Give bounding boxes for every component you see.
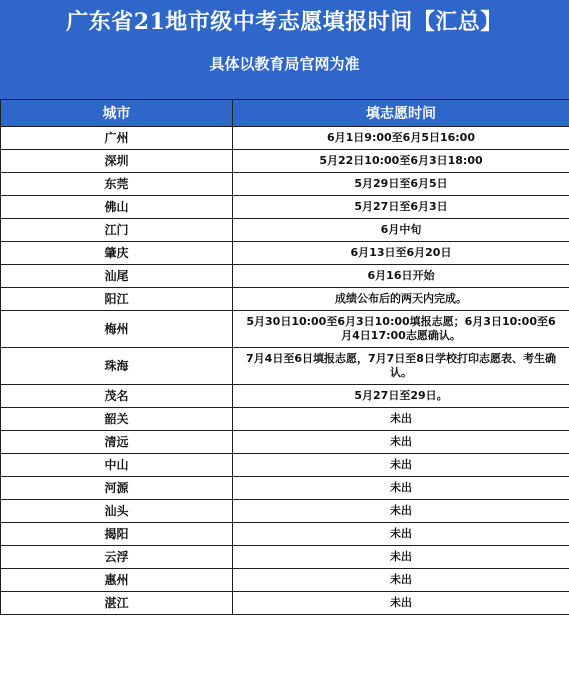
time-cell: 5月22日10:00至6月3日18:00 [233,150,569,173]
time-cell: 未出 [233,454,569,477]
page-subtitle: 具体以教育局官网为准 [209,55,360,73]
table-row [1,311,569,348]
time-cell: 6月1日9:00至6月5日16:00 [233,127,569,150]
table-row [1,431,569,454]
city-cell: 东莞 [1,173,233,196]
city-cell: 云浮 [1,546,233,569]
time-cell: 未出 [233,592,569,615]
table-row [1,348,569,385]
table-row [1,150,569,173]
city-cell: 惠州 [1,569,233,592]
time-cell: 未出 [233,477,569,500]
table-row [1,385,569,408]
table-row [1,500,569,523]
time-cell: 5月30日10:00至6月3日10:00填报志愿；6月3日10:00至6月4日17:00志愿确认。 [233,311,569,348]
time-cell: 5月27日至6月3日 [233,196,569,219]
city-cell: 清远 [1,431,233,454]
city-cell: 河源 [1,477,233,500]
table-row [1,477,569,500]
city-cell: 肇庆 [1,242,233,265]
table-row [1,454,569,477]
time-cell: 6月16日开始 [233,265,569,288]
city-cell: 佛山 [1,196,233,219]
table-row [1,127,569,150]
time-cell: 5月27日至29日。 [233,385,569,408]
table-row [1,592,569,615]
time-cell: 5月29日至6月5日 [233,173,569,196]
header-banner [0,0,569,99]
time-cell: 6月中旬 [233,219,569,242]
city-cell: 茂名 [1,385,233,408]
city-cell: 广州 [1,127,233,150]
table-row [1,569,569,592]
table-row [1,546,569,569]
time-cell: 6月13日至6月20日 [233,242,569,265]
table-row [1,219,569,242]
city-cell: 汕尾 [1,265,233,288]
column-header-city: 城市 [1,100,233,127]
page-title: 广东省21地市级中考志愿填报时间【汇总】 [66,9,503,35]
time-cell: 未出 [233,523,569,546]
city-cell: 阳江 [1,288,233,311]
table-row [1,242,569,265]
city-cell: 中山 [1,454,233,477]
time-cell: 未出 [233,431,569,454]
schedule-table [0,99,569,615]
table-header-row [1,100,569,127]
column-header-time: 填志愿时间 [233,100,569,127]
time-cell: 未出 [233,408,569,431]
time-cell: 7月4日至6日填报志愿，7月7日至8日学校打印志愿表、考生确认。 [233,348,569,385]
time-cell: 未出 [233,546,569,569]
table-row [1,173,569,196]
city-cell: 珠海 [1,348,233,385]
time-cell: 未出 [233,569,569,592]
city-cell: 汕头 [1,500,233,523]
table-row [1,196,569,219]
city-cell: 深圳 [1,150,233,173]
table-row [1,288,569,311]
time-cell: 成绩公布后的两天内完成。 [233,288,569,311]
table-row [1,523,569,546]
city-cell: 湛江 [1,592,233,615]
table-row [1,408,569,431]
time-cell: 未出 [233,500,569,523]
city-cell: 揭阳 [1,523,233,546]
city-cell: 江门 [1,219,233,242]
city-cell: 韶关 [1,408,233,431]
city-cell: 梅州 [1,311,233,348]
table-row [1,265,569,288]
